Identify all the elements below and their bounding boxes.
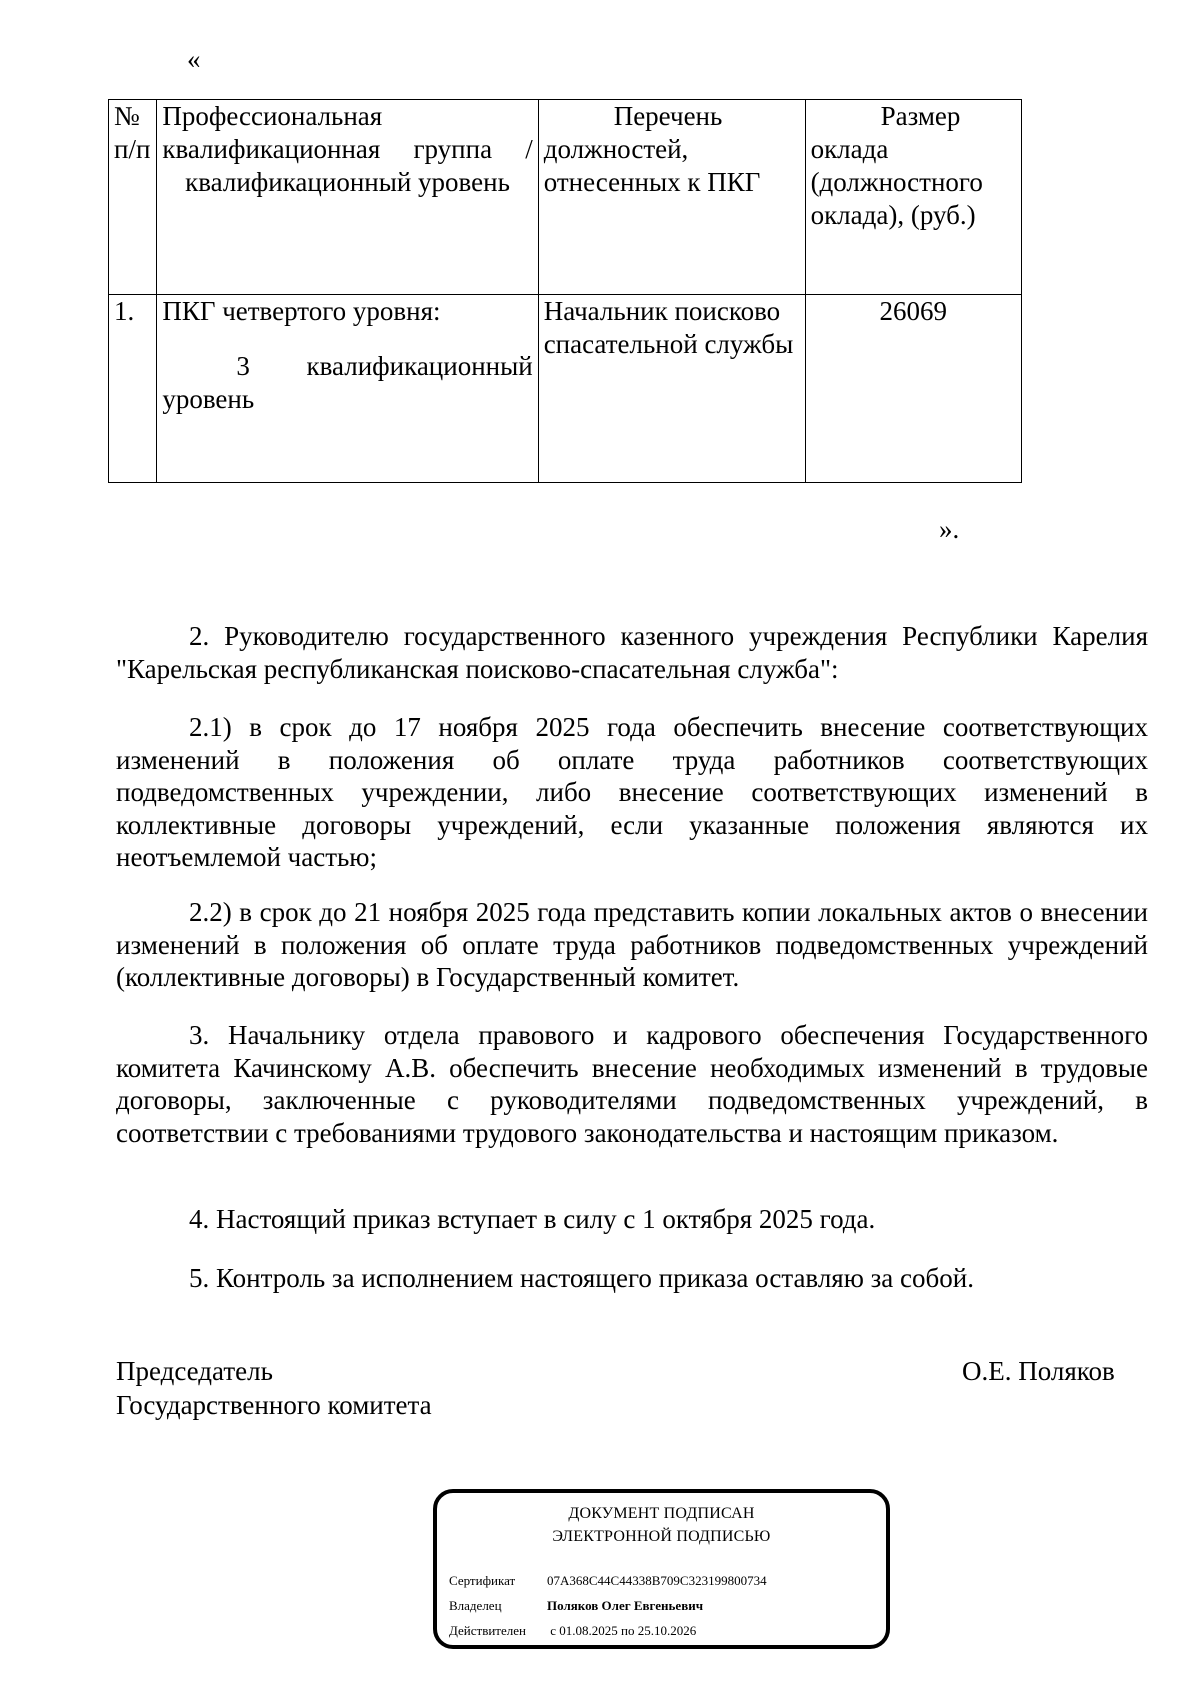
row-group-level-word: квалификационный	[306, 351, 533, 381]
row-position-cell: Начальник поисково спасательной службы	[538, 295, 805, 483]
paragraph-2	[116, 620, 1148, 685]
row-group-level-num: 3	[236, 351, 250, 381]
signatory-title-line2: Государственного комитета	[116, 1390, 432, 1420]
stamp-owner-value: Поляков Олег Евгеньевич	[547, 1598, 704, 1613]
salary-table	[108, 99, 1022, 483]
row-group-level-tail: уровень	[162, 384, 255, 414]
row-num-cell: 1.	[109, 295, 157, 483]
table-header-row	[109, 100, 1022, 295]
stamp-certificate-row	[449, 1573, 767, 1589]
stamp-owner-row	[449, 1598, 703, 1614]
header-positions-cell	[538, 100, 805, 295]
stamp-valid-label: Действителен	[449, 1623, 526, 1638]
closing-quote: ».	[939, 514, 960, 544]
paragraph-2-2-text: 2.2) в срок до 21 ноября 2025 года представить копии локальных актов о внесении изменений в положения об оплате труда работников подведомственных учреждений (коллективные договоры) в Государственный комитет.	[116, 897, 1148, 992]
paragraph-2-2	[116, 896, 1148, 994]
row-group-cell	[157, 295, 538, 483]
stamp-owner-label: Владелец	[449, 1598, 502, 1613]
stamp-valid-to-prefix: по	[621, 1623, 635, 1638]
stamp-certificate-value: 07A368C44C44338B709C323199800734	[547, 1573, 767, 1588]
paragraph-3	[116, 1019, 1148, 1149]
signatory-title-line1: Председатель	[116, 1356, 273, 1386]
paragraph-5	[116, 1262, 1148, 1295]
row-group-line1: ПКГ четвертого уровня:	[162, 296, 441, 326]
stamp-certificate-label: Сертификат	[449, 1573, 516, 1588]
paragraph-4	[116, 1203, 1148, 1236]
header-group-text: Профессиональная квалификационная группа / квалификационный уровень	[162, 101, 533, 197]
stamp-valid-from: 01.08.2025	[559, 1623, 618, 1638]
paragraph-4-text: 4. Настоящий приказ вступает в силу с 1 октября 2025 года.	[189, 1204, 876, 1234]
header-group-cell	[157, 100, 538, 295]
stamp-title-line1: ДОКУМЕНТ ПОДПИСАН	[568, 1505, 755, 1522]
electronic-signature-stamp	[433, 1489, 890, 1649]
paragraph-2-1	[116, 711, 1148, 874]
table-row	[109, 295, 1022, 483]
header-num-cell	[109, 100, 157, 295]
stamp-valid-row	[449, 1623, 696, 1639]
header-positions-text: Перечень должностей, отнесенных к ПКГ	[543, 101, 761, 197]
paragraph-3-text: 3. Начальнику отдела правового и кадрового обеспечения Государственного комитета Качинскому А.В. обеспечить внесение необходимых изменений в трудовые договоры, заключенные с руководителями подведомственных учреждений, в соответствии с требованиями трудового законодательства и настоящим приказом.	[116, 1020, 1148, 1148]
header-num-line1: №	[114, 101, 140, 131]
signatory-title	[116, 1354, 432, 1422]
row-salary-cell: 26069	[805, 295, 1021, 483]
paragraph-2-text: 2. Руководителю государственного казенного учреждения Республики Карелия "Карельская республиканская поисково-спасательная служба":	[116, 621, 1148, 684]
stamp-valid-to: 25.10.2026	[637, 1623, 697, 1638]
opening-quote: «	[187, 44, 201, 74]
paragraph-2-1-text: 2.1) в срок до 17 ноября 2025 года обеспечить внесение соответствующих изменений в положения об оплате труда работников соответствующих подведомственных учреждении, либо внесение соответствующих изменений в коллективные договоры учреждений, если указанные положения являются их неотъемлемой частью;	[116, 712, 1148, 872]
header-salary-text: Размер оклада (должностного оклада), (руб.)	[810, 101, 983, 230]
paragraph-5-text: 5. Контроль за исполнением настоящего приказа оставляю за собой.	[189, 1263, 974, 1293]
stamp-title-line2: ЭЛЕКТРОННОЙ ПОДПИСЬЮ	[552, 1528, 771, 1545]
stamp-valid-from-prefix: с	[550, 1623, 557, 1638]
header-num-line2: п/п	[114, 134, 151, 164]
row-group-level-line	[162, 350, 532, 383]
signatory-name: О.Е. Поляков	[962, 1356, 1115, 1386]
header-salary-cell	[805, 100, 1021, 295]
